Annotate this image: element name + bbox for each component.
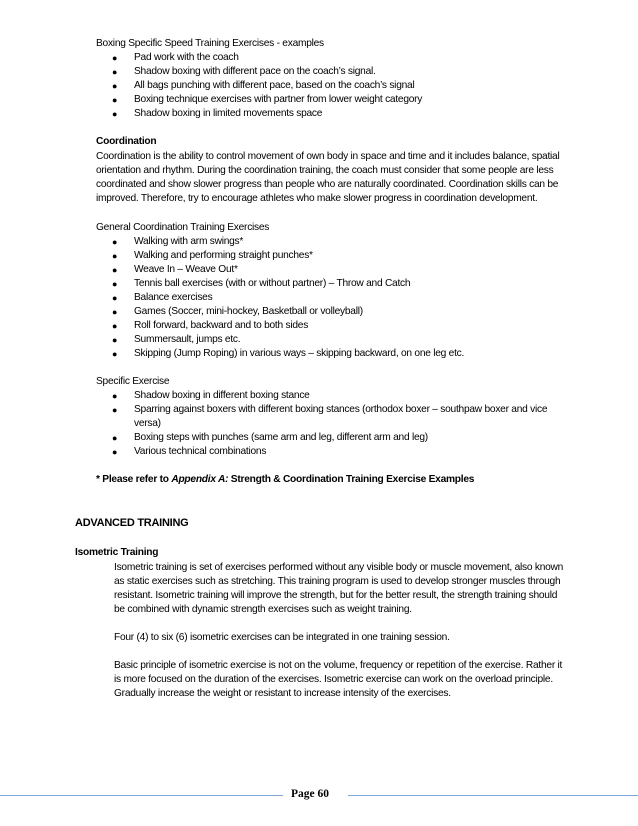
paragraph-line: is more focused on the duration of the exercises. Isometric exercise can work on the overload principle. bbox=[114, 674, 553, 685]
bullet-icon: ● bbox=[112, 433, 118, 443]
list-item: Pad work with the coach bbox=[134, 52, 239, 63]
isometric-heading: Isometric Training bbox=[75, 547, 159, 558]
list-item: Roll forward, backward and to both sides bbox=[134, 320, 309, 331]
bullet-icon: ● bbox=[112, 391, 118, 401]
paragraph-line: resistant. Isometric training will improve the strength, but for the better result, the strength training should bbox=[114, 590, 558, 601]
page-number: Page 60 bbox=[291, 788, 330, 800]
list-item: Tennis ball exercises (with or without partner) – Throw and Catch bbox=[134, 278, 411, 289]
bullet-icon: ● bbox=[112, 321, 118, 331]
note-prefix: * Please refer to bbox=[96, 474, 172, 485]
paragraph-line: as static exercises such as stretching. This training program is used to develop stronger muscles through bbox=[114, 576, 561, 587]
list-item: Balance exercises bbox=[134, 292, 213, 303]
footer-rule-left bbox=[0, 795, 283, 796]
paragraph-line: orientation and rhythm. During the coordination training, the coach must consider that some people are less bbox=[96, 165, 554, 176]
note-suffix: Strength & Coordination Training Exercise Examples bbox=[228, 474, 475, 485]
bullet-icon: ● bbox=[112, 53, 118, 63]
list-item: Summersault, jumps etc. bbox=[134, 334, 241, 345]
bullet-icon: ● bbox=[112, 81, 118, 91]
list-item: Boxing steps with punches (same arm and leg, different arm and leg) bbox=[134, 432, 428, 443]
list-item: Walking and performing straight punches* bbox=[134, 250, 313, 261]
specific-heading: Specific Exercise bbox=[96, 376, 170, 387]
bullet-icon: ● bbox=[112, 447, 118, 457]
paragraph-line: be combined with dynamic strength exercises such as weight training. bbox=[114, 604, 412, 615]
bullet-icon: ● bbox=[112, 265, 118, 275]
bullet-icon: ● bbox=[112, 251, 118, 261]
bullet-icon: ● bbox=[112, 349, 118, 359]
list-item: Skipping (Jump Roping) in various ways – skipping backward, on one leg etc. bbox=[134, 348, 465, 359]
list-item-continuation: versa) bbox=[134, 418, 161, 429]
advanced-heading: ADVANCED TRAINING bbox=[75, 517, 189, 529]
bullet-icon: ● bbox=[112, 237, 118, 247]
bullet-icon: ● bbox=[112, 293, 118, 303]
paragraph-line: Coordination is the ability to control movement of own body in space and time and it includes balance, spatial bbox=[96, 151, 560, 162]
list-item: Sparring against boxers with different boxing stances (orthodox boxer – southpaw boxer and vice bbox=[134, 404, 548, 415]
paragraph-line: improved. Therefore, try to encourage athletes who make slower progress in coordination development. bbox=[96, 193, 538, 204]
bullet-icon: ● bbox=[112, 109, 118, 119]
appendix-note bbox=[96, 473, 474, 487]
bullet-icon: ● bbox=[112, 279, 118, 289]
list-item: Games (Soccer, mini-hockey, Basketball or volleyball) bbox=[134, 306, 363, 317]
list-item: Shadow boxing with different pace on the coach’s signal. bbox=[134, 66, 376, 77]
paragraph-line: Four (4) to six (6) isometric exercises can be integrated in one training session. bbox=[114, 632, 450, 643]
list-item: Boxing technique exercises with partner from lower weight category bbox=[134, 94, 423, 105]
list-item: Shadow boxing in limited movements space bbox=[134, 108, 323, 119]
list-item: All bags punching with different pace, based on the coach’s signal bbox=[134, 80, 415, 91]
paragraph-line: Gradually increase the weight or resistant to increase intensity of the exercises. bbox=[114, 688, 451, 699]
bullet-icon: ● bbox=[112, 95, 118, 105]
list-item: Various technical combinations bbox=[134, 446, 267, 457]
bullet-icon: ● bbox=[112, 307, 118, 317]
paragraph-line: coordinated and show slower progress than people who are naturally coordinated. Coordination skills can be bbox=[96, 179, 559, 190]
bullet-icon: ● bbox=[112, 405, 118, 415]
paragraph-line: Isometric training is set of exercises performed without any visible body or muscle movement, also known bbox=[114, 562, 564, 573]
general-heading: General Coordination Training Exercises bbox=[96, 222, 270, 233]
speed-heading: Boxing Specific Speed Training Exercises - examples bbox=[96, 38, 324, 49]
paragraph-line: Basic principle of isometric exercise is not on the volume, frequency or repetition of the exercise. Rather it bbox=[114, 660, 563, 671]
list-item: Weave In – Weave Out* bbox=[134, 264, 238, 275]
note-appendix: Appendix A: bbox=[171, 474, 229, 485]
list-item: Shadow boxing in different boxing stance bbox=[134, 390, 310, 401]
bullet-icon: ● bbox=[112, 67, 118, 77]
coordination-heading: Coordination bbox=[96, 136, 157, 147]
list-item: Walking with arm swings* bbox=[134, 236, 244, 247]
bullet-icon: ● bbox=[112, 335, 118, 345]
footer-rule-right bbox=[348, 795, 638, 796]
